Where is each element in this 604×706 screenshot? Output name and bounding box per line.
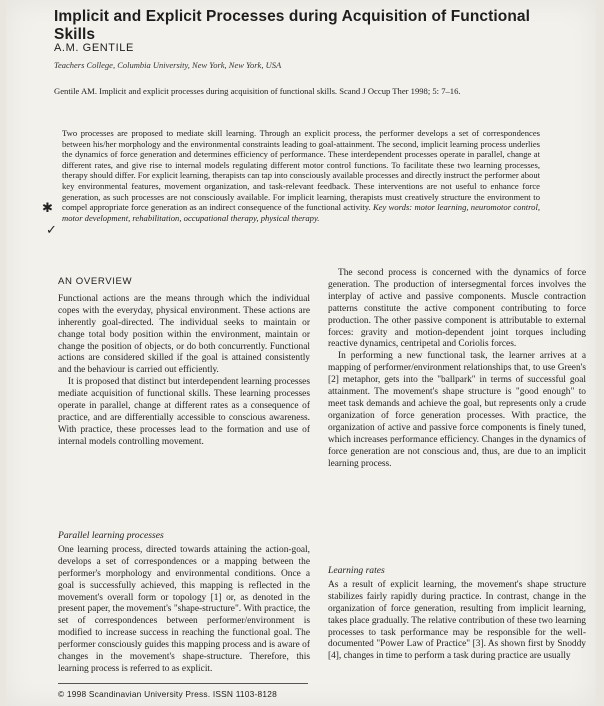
copyright-footer: © 1998 Scandinavian University Press. ISSN 1103-8128 bbox=[58, 689, 277, 699]
force-dynamics-paragraph: The second process is concerned with the dynamics of force generation. The production of intersegmental forces involves the interplay of active and passive components. Muscle contraction patterns constitute the active component contributing to force production. The other passive component is attributable to external forces: gravity and motion-dependent joint torques including reactive dynamics, centripetal and Coriolis forces. bbox=[328, 268, 586, 350]
overview-paragraph-1: Functional actions are the means through which the individual copes with the everyday, physical environment. These actions are inherently goal-directed. The individual seeks to maintain or change total body position within the environment, maintain or change the position of objects, or do both concurrently. Functional actions are considered skilled if the goal is attained consistently and the behaviour is carried out efficiently. bbox=[58, 293, 310, 376]
overview-paragraph-2: It is proposed that distinct but interdependent learning processes mediate acquisition of functional skills. These learning processes operate in parallel, change at different rates as a consequence of practice, and are differentially accessible to conscious awareness. With practice, these processes lead to the formation and use of internal models controlling movement. bbox=[58, 377, 310, 447]
keywords: motor learning, neuromotor control, motor development, rehabilitation, occupational therapy, physical therapy. bbox=[62, 202, 540, 223]
subheading-parallel-learning: Parallel learning processes bbox=[58, 530, 164, 541]
author-name: A.M. GENTILE bbox=[54, 42, 134, 54]
parallel-learning-paragraph: One learning process, directed towards attaining the action-goal, develops a set of correspondences or a mapping between the performer's morphology and environmental conditions. Once a goal is successfully achieved, this mapping is reflected in the movement's overall form or topology [1] or, as denoted in the present paper, the movement's "shape-structure". With practice, the set of correspondences between performer/environment is modified to increase success in reaching the functional goal. The performer consciously guides this mapping process and is aware of changes in the movement's shape-structure. Therefore, this learning process is referred to as explicit. bbox=[58, 544, 310, 674]
keywords-label: Key words: bbox=[372, 202, 413, 213]
abstract-text: Two processes are proposed to mediate skill learning. Through an explicit process, the performer develops a set of correspondences between his/her morphology and the environmental constraints leading to goal-attainment. The second, implicit learning process underlies the dynamics of force generation and determines efficiency of performance. These interdependent processes operate in parallel, change at different rates, and give rise to internal models regulating different motor control functions. To facilitate these two learning processes, therapy should differ. For explicit learning, therapists can tap into consciously available processes and directly instruct the performer about key environmental features, movement organization, and task-relevant feedback. These interventions are not useful to enhance force generation, as such processes are not consciously available. For implicit learning, therapists must creatively structure the environment to compel appropriate force generation as an indirect consequence of the functional activity. bbox=[62, 128, 540, 213]
left-column-lower bbox=[58, 530, 310, 676]
section-heading-overview: AN OVERVIEW bbox=[58, 276, 133, 287]
functional-task-paragraph: In performing a new functional task, the learner arrives at a mapping of performer/environment relationships that, to use Green's [2] metaphor, gets into the "ballpark" in terms of successful goal attainment. The movement's shape structure is "good enough" to meet task demands and achieve the goal, but represents only a crude organization of force generation processes. With practice, the organization of active and passive force components is finely tuned, which increases performance efficiency. Changes in the dynamics of force generation are not conscious and, thus, are due to an implicit learning process. bbox=[328, 351, 586, 469]
citation: Gentile AM. Implicit and explicit processes during acquisition of functional skills. Scand J Occup Ther 1998; 5: 7–16. bbox=[54, 86, 461, 96]
subheading-learning-rates: Learning rates bbox=[328, 565, 385, 576]
document-page bbox=[6, 0, 596, 706]
footer-rule bbox=[58, 683, 308, 684]
right-column-lower bbox=[328, 565, 586, 663]
right-column bbox=[328, 268, 586, 470]
check-mark-icon: ✓ bbox=[46, 222, 57, 237]
author-affiliation: Teachers College, Columbia University, New York, New York, USA bbox=[54, 60, 282, 70]
asterisk-mark-icon: ✱ bbox=[42, 200, 53, 215]
learning-rates-paragraph: As a result of explicit learning, the movement's shape structure stabilizes fairly rapidly during practice. In contrast, change in the organization of force generation, resulting from implicit learning, takes place gradually. The relative contribution of these two learning processes to task performance may be responsible for the well-documented "Power Law of Practice" [3]. As shown first by Snoddy [4], changes in time to perform a task during practice are usually bbox=[328, 579, 586, 662]
left-column bbox=[58, 276, 310, 449]
paper-title: Implicit and Explicit Processes during Acquisition of Functional Skills bbox=[54, 8, 531, 43]
abstract bbox=[62, 128, 540, 223]
